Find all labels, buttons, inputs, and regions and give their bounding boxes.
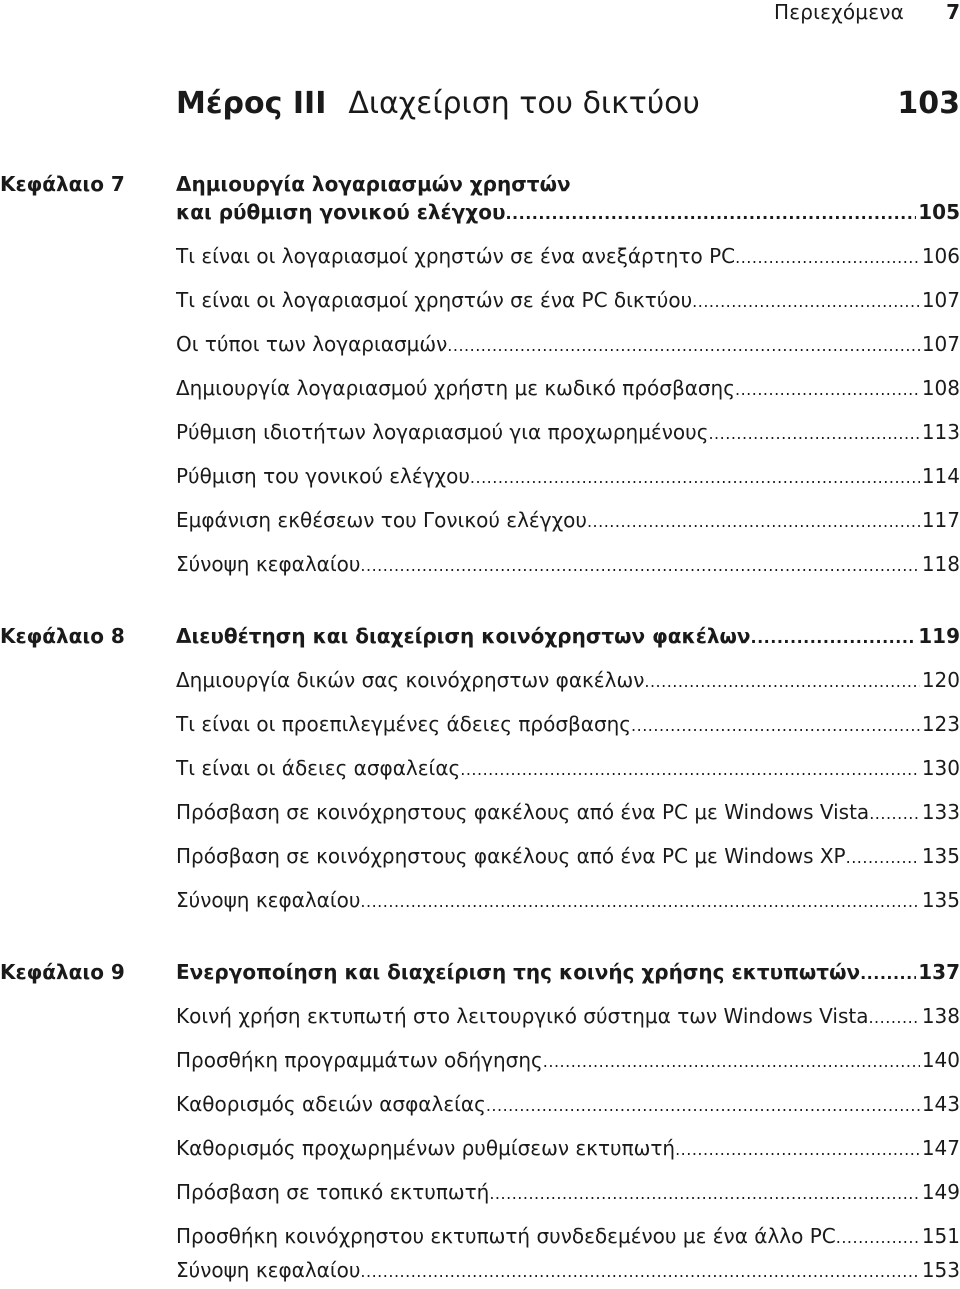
- leader-dots: [447, 336, 920, 355]
- entry-title: Πρόσβαση σε κοινόχρηστους φακέλους από ένα PC με Windows Vista: [176, 800, 870, 824]
- entry-title: Τι είναι οι λογαριασμοί χρηστών σε ένα PC δικτύου: [176, 288, 693, 312]
- chapter-label: Κεφάλαιο 7: [0, 172, 125, 196]
- chapter-title-entry[interactable]: [176, 200, 960, 228]
- entry-title: Ρύθμιση του γονικού ελέγχου: [176, 464, 470, 488]
- entry-page: 147: [921, 1136, 960, 1160]
- entry-title: Κοινή χρήση εκτυπωτή στο λειτουργικό σύστημα των Windows Vista: [176, 1004, 869, 1028]
- entry-page: 140: [921, 1048, 960, 1072]
- entry-page: 123: [921, 712, 960, 736]
- leader-dots: [735, 248, 920, 267]
- leader-dots: [869, 804, 920, 823]
- entry-page: 113: [921, 420, 960, 444]
- toc-entry[interactable]: [176, 1092, 960, 1120]
- entry-page: 106: [921, 244, 960, 268]
- toc-entry[interactable]: [176, 1258, 960, 1286]
- entry-page: 120: [921, 668, 960, 692]
- toc-entry[interactable]: [176, 756, 960, 784]
- entry-title: Σύνοψη κεφαλαίου: [176, 888, 361, 912]
- toc-entry[interactable]: [176, 244, 960, 272]
- toc-entry[interactable]: [176, 508, 960, 536]
- leader-dots: [692, 292, 920, 311]
- leader-dots: [860, 964, 916, 983]
- toc-entry[interactable]: [176, 844, 960, 872]
- chapter-label: Κεφάλαιο 8: [0, 624, 125, 648]
- running-head-title: Περιεχόμενα: [773, 0, 904, 24]
- leader-dots: [543, 1052, 920, 1071]
- leader-dots: [631, 716, 920, 735]
- entry-page: 149: [921, 1180, 960, 1204]
- toc-entry[interactable]: [176, 888, 960, 916]
- toc-entry[interactable]: [176, 1180, 960, 1208]
- leader-dots: [489, 1184, 919, 1203]
- entry-page: 151: [921, 1224, 960, 1248]
- entry-page: 138: [921, 1004, 960, 1028]
- toc-entry[interactable]: [176, 800, 960, 828]
- toc-entry[interactable]: [176, 552, 960, 580]
- leader-dots: [836, 1228, 920, 1247]
- toc-entry[interactable]: [176, 288, 960, 316]
- part-page: 103: [897, 86, 960, 121]
- toc-entry[interactable]: [176, 1048, 960, 1076]
- chapter-page: 119: [918, 624, 960, 648]
- entry-page: 153: [921, 1258, 960, 1282]
- leader-dots: [751, 628, 917, 647]
- page-number: 7: [946, 0, 960, 24]
- entry-title: Καθορισμός αδειών ασφαλείας: [176, 1092, 486, 1116]
- toc-entry[interactable]: [176, 668, 960, 696]
- chapter-title-line1: Δημιουργία λογαριασμών χρηστών: [176, 172, 571, 196]
- chapter-label: Κεφάλαιο 9: [0, 960, 125, 984]
- leader-dots: [470, 468, 920, 487]
- chapter-title: Ενεργοποίηση και διαχείριση της κοινής χρήσης εκτυπωτών: [176, 960, 861, 984]
- entry-page: 107: [921, 332, 960, 356]
- entry-page: 135: [921, 888, 960, 912]
- leader-dots: [708, 424, 919, 443]
- leader-dots: [868, 1008, 919, 1027]
- part-heading: [176, 86, 960, 130]
- entry-title: Εμφάνιση εκθέσεων του Γονικού ελέγχου: [176, 508, 587, 532]
- entry-page: 118: [921, 552, 960, 576]
- part-title: Διαχείριση του δικτύου: [348, 86, 700, 121]
- leader-dots: [360, 892, 919, 911]
- entry-page: 108: [921, 376, 960, 400]
- chapter-page: 105: [918, 200, 960, 224]
- entry-title: Προσθήκη κοινόχρηστου εκτυπωτή συνδεδεμένου με ένα άλλο PC: [176, 1224, 836, 1248]
- toc-entry[interactable]: [176, 332, 960, 360]
- entry-title: Σύνοψη κεφαλαίου: [176, 1258, 361, 1282]
- entry-title: Πρόσβαση σε τοπικό εκτυπωτή: [176, 1180, 490, 1204]
- entry-title: Καθορισμός προχωρημένων ρυθμίσεων εκτυπωτή: [176, 1136, 676, 1160]
- entry-page: 117: [921, 508, 960, 532]
- leader-dots: [846, 848, 920, 867]
- entry-title: Σύνοψη κεφαλαίου: [176, 552, 361, 576]
- entry-title: Προσθήκη προγραμμάτων οδήγησης: [176, 1048, 543, 1072]
- entry-title: Τι είναι οι άδειες ασφαλείας: [176, 756, 461, 780]
- toc-entry[interactable]: [176, 1224, 960, 1252]
- leader-dots: [675, 1140, 920, 1159]
- entry-page: 135: [921, 844, 960, 868]
- entry-title: Πρόσβαση σε κοινόχρηστους φακέλους από ένα PC με Windows XP: [176, 844, 846, 868]
- entry-title: Δημιουργία λογαριασμού χρήστη με κωδικό πρόσβασης: [176, 376, 735, 400]
- entry-page: 143: [921, 1092, 960, 1116]
- leader-dots: [735, 380, 920, 399]
- entry-page: 130: [921, 756, 960, 780]
- leader-dots: [486, 1096, 920, 1115]
- leader-dots: [587, 512, 920, 531]
- toc-entry[interactable]: [176, 376, 960, 404]
- entry-title: Τι είναι οι λογαριασμοί χρηστών σε ένα ανεξάρτητο PC: [176, 244, 736, 268]
- toc-entry[interactable]: [176, 464, 960, 492]
- entry-page: 133: [921, 800, 960, 824]
- toc-entry[interactable]: [176, 712, 960, 740]
- chapter-title-entry[interactable]: [176, 624, 960, 652]
- toc-entry[interactable]: [176, 1136, 960, 1164]
- entry-title: Ρύθμιση ιδιοτήτων λογαριασμού για προχωρημένους: [176, 420, 709, 444]
- chapter-title-entry[interactable]: [176, 960, 960, 988]
- running-head: [0, 0, 960, 30]
- chapter-title: και ρύθμιση γονικού ελέγχου: [176, 200, 506, 224]
- leader-dots: [644, 672, 919, 691]
- entry-title: Οι τύποι των λογαριασμών: [176, 332, 448, 356]
- leader-dots: [505, 204, 916, 223]
- entry-page: 107: [921, 288, 960, 312]
- entry-page: 114: [921, 464, 960, 488]
- entry-title: Δημιουργία δικών σας κοινόχρηστων φακέλων: [176, 668, 645, 692]
- chapter-page: 137: [918, 960, 960, 984]
- chapter-title: Διευθέτηση και διαχείριση κοινόχρηστων φακέλων: [176, 624, 751, 648]
- part-label: Μέρος III: [176, 86, 327, 121]
- toc-entry[interactable]: [176, 420, 960, 448]
- toc-entry[interactable]: [176, 1004, 960, 1032]
- leader-dots: [360, 556, 919, 575]
- leader-dots: [460, 760, 920, 779]
- entry-title: Τι είναι οι προεπιλεγμένες άδειες πρόσβασης: [176, 712, 632, 736]
- leader-dots: [360, 1262, 919, 1281]
